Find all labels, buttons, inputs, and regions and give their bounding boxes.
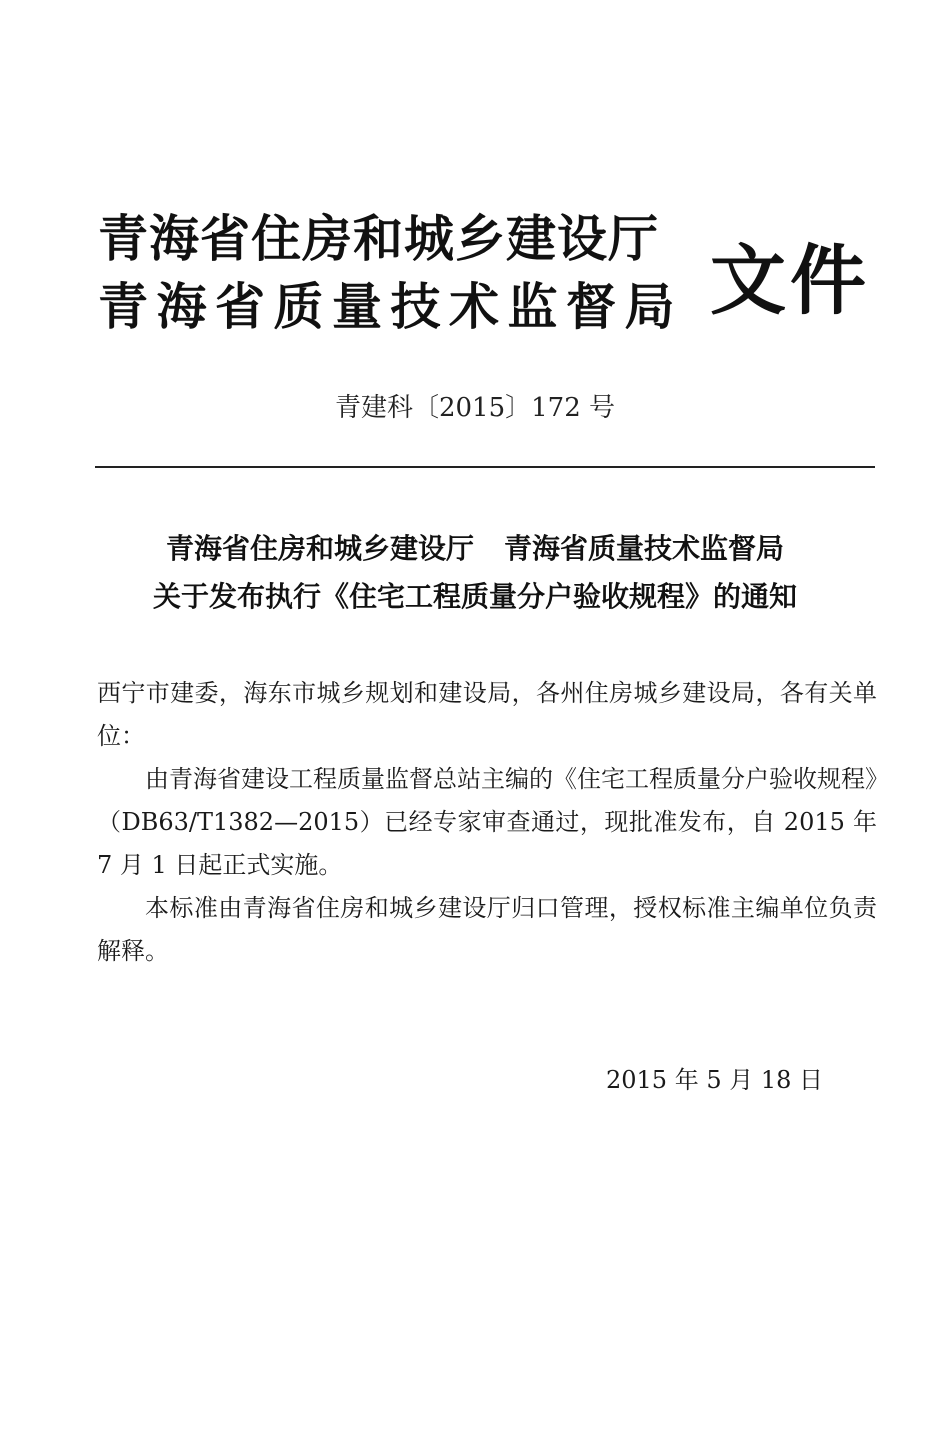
document-word: 文件 (710, 236, 870, 325)
notice-body (97, 672, 877, 973)
header-divider (95, 466, 875, 468)
issuer-line-housing: 青海省住房和城乡建设厅 (98, 210, 659, 268)
title-issuer-housing: 青海省住房和城乡建设厅 (165, 532, 474, 565)
body-paragraph-approval: 由青海省建设工程质量监督总站主编的《住宅工程质量分户验收规程》（DB63/T1382—2015）已经专家审查通过，现批准发布，自 2015 年 7 月 1 日起正式实施。 (97, 765, 877, 879)
notice-title-issuers (0, 528, 950, 570)
body-paragraph-management: 本标准由青海省住房和城乡建设厅归口管理，授权标准主编单位负责解释。 (97, 894, 877, 965)
document-number: 青建科〔2015〕172 号 (334, 393, 616, 423)
notice-title-subject: 关于发布执行《住宅工程质量分户验收规程》的通知 (152, 580, 797, 613)
document-header (98, 208, 878, 348)
issuer-line-quality: 青海省质量技术监督局 (98, 278, 683, 336)
issue-date: 2015 年 5 月 18 日 (606, 1066, 824, 1094)
addressees: 西宁市建委，海东市城乡规划和建设局，各州住房城乡建设局，各有关单位： (97, 679, 877, 750)
title-issuer-quality: 青海省质量技术监督局 (504, 532, 785, 565)
